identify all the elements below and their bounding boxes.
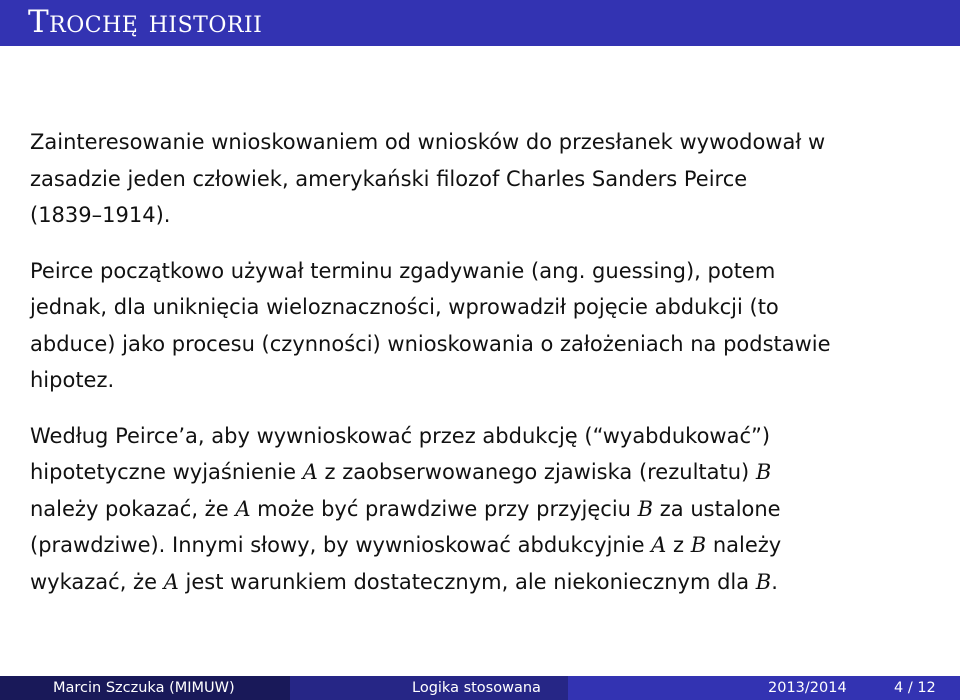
- text-line: wykazać, że A jest warunkiem dostatecznym, ale niekoniecznym dla B.: [30, 569, 778, 594]
- text-line: należy pokazać, że A może być prawdziwe przy przyjęciu B za ustalone: [30, 496, 781, 521]
- paragraph-1: [30, 124, 942, 234]
- slide-header: [0, 0, 960, 46]
- paragraph-3: [30, 418, 942, 601]
- slide-content: [30, 124, 942, 619]
- slide-title: Trochę historii: [28, 4, 263, 40]
- text-line: zasadzie jeden człowiek, amerykański filozof Charles Sanders Peirce: [30, 166, 748, 191]
- text-line: abduce) jako procesu (czynności) wnioskowania o założeniach na podstawie: [30, 331, 831, 356]
- footer-author: Marcin Szczuka (MIMUW): [53, 680, 235, 696]
- text-line: Zainteresowanie wnioskowaniem od wniosków do przesłanek wywodował w: [30, 130, 826, 154]
- text-line: hipotez.: [30, 368, 115, 392]
- footer-info-box: [568, 676, 960, 700]
- footer-course-box: [290, 676, 568, 700]
- text-line: Według Peirce’a, aby wywnioskować przez abdukcję (“wyabdukować”): [30, 423, 771, 448]
- text-line: Peirce początkowo używał terminu zgadywanie (ang. guessing), potem: [30, 258, 776, 283]
- footer-page-number: 4 / 12: [894, 680, 936, 696]
- text-line: hipotetyczne wyjaśnienie A z zaobserwowanego zjawiska (rezultatu) B: [30, 460, 772, 484]
- paragraph-2: [30, 253, 942, 399]
- footer-date: 2013/2014: [768, 680, 847, 696]
- text-line: (1839–1914).: [30, 203, 171, 227]
- text-line: (prawdziwe). Innymi słowy, by wywnioskować abdukcyjnie A z B należy: [30, 533, 782, 557]
- text-line: jednak, dla uniknięcia wieloznaczności, wprowadził pojęcie abdukcji (to: [30, 295, 779, 319]
- footer-author-box: [0, 676, 290, 700]
- slide-footer: [0, 676, 960, 700]
- footer-course: Logika stosowana: [412, 680, 541, 696]
